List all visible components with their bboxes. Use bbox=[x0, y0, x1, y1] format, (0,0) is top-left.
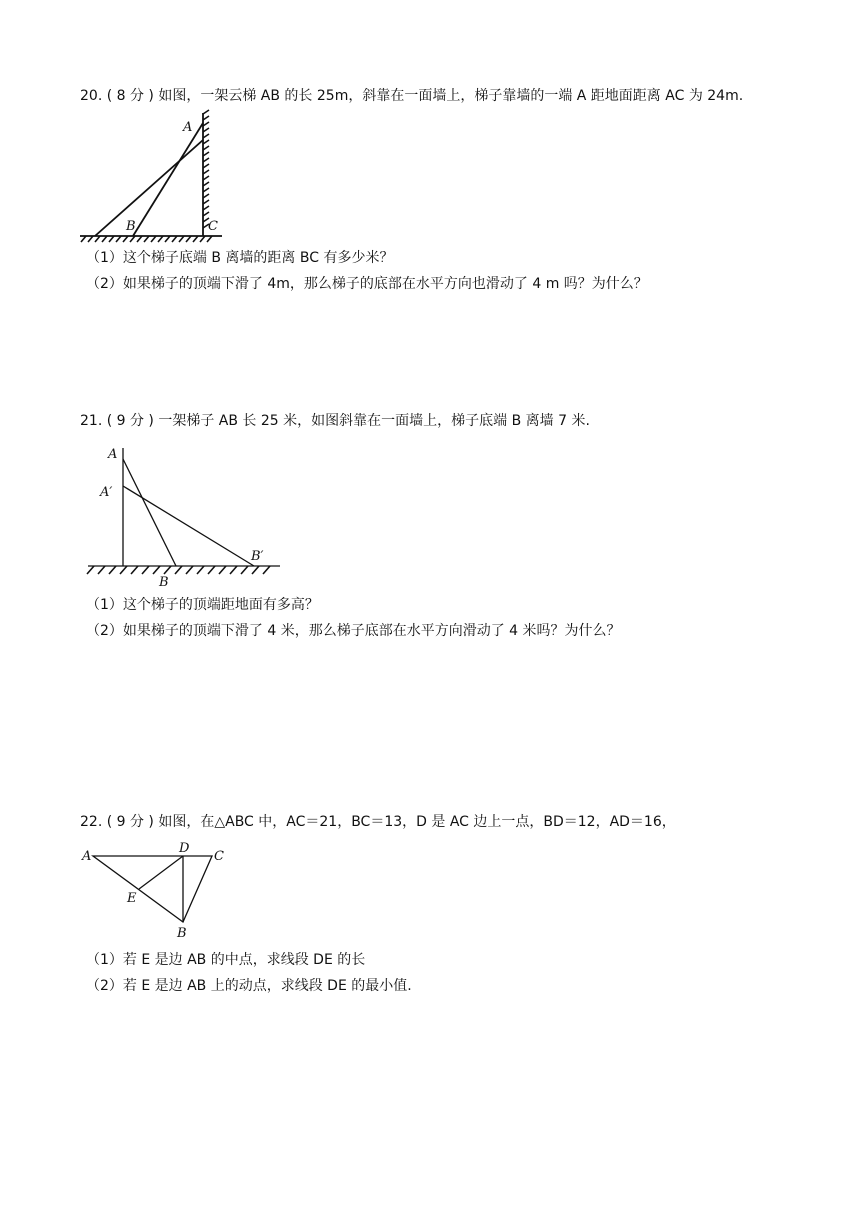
hatch-mark bbox=[203, 110, 209, 114]
hatch-mark bbox=[208, 566, 215, 574]
q22-label-d: D bbox=[179, 841, 190, 856]
q21-label-a: A bbox=[108, 447, 118, 462]
q22-label-b: B bbox=[177, 926, 187, 941]
q21-label-a-prime: A′ bbox=[100, 485, 113, 500]
q22-segment-de bbox=[139, 856, 183, 889]
q21-label-b: B bbox=[159, 575, 169, 590]
hatch-mark bbox=[164, 566, 171, 574]
q21-part2: （2）如果梯子的顶端下滑了 4 米，那么梯子底部在水平方向滑动了 4 米吗？为什么？ bbox=[86, 623, 621, 639]
hatch-mark bbox=[120, 566, 127, 574]
hatch-mark bbox=[98, 566, 105, 574]
q20-header: 20. ( 8 分 ) 如图，一架云梯 AB 的长 25m，斜靠在一面墙上，梯子靠墙的一端 A 距地面距离 AC 为 24m. bbox=[80, 88, 744, 104]
hatch-mark bbox=[219, 566, 226, 574]
hatch-mark bbox=[131, 566, 138, 574]
q21-ladder-apbp bbox=[123, 486, 254, 566]
q20-part2: （2）如果梯子的顶端下滑了 4m，那么梯子的底部在水平方向也滑动了 4 m 吗？为什么？ bbox=[86, 276, 648, 292]
q22-label-c: C bbox=[214, 849, 224, 864]
hatch-mark bbox=[142, 566, 149, 574]
hatch-mark bbox=[197, 566, 204, 574]
hatch-mark bbox=[109, 566, 116, 574]
q22-label-e: E bbox=[127, 891, 137, 906]
hatch-mark bbox=[252, 566, 259, 574]
hatch-mark bbox=[87, 566, 94, 574]
hatch-mark bbox=[186, 566, 193, 574]
q20-label-a: A bbox=[183, 120, 193, 135]
q21-ladder-ab bbox=[123, 459, 176, 566]
hatch-mark bbox=[241, 566, 248, 574]
hatch-mark bbox=[175, 566, 182, 574]
q22-part1: （1）若 E 是边 AB 的中点，求线段 DE 的长 bbox=[86, 952, 366, 968]
q22-label-a: A bbox=[82, 849, 92, 864]
hatch-mark bbox=[153, 566, 160, 574]
q21-part1: （1）这个梯子的顶端距地面有多高？ bbox=[86, 597, 319, 613]
q22-header: 22. ( 9 分 ) 如图，在△ABC 中，AC＝21，BC＝13，D 是 AC 边上一点，BD＝12，AD＝16， bbox=[80, 814, 676, 830]
q20-part1: （1）这个梯子底端 B 离墙的距离 BC 有多少米？ bbox=[86, 250, 394, 266]
q21-header: 21. ( 9 分 ) 一架梯子 AB 长 25 米，如图斜靠在一面墙上，梯子底端 B 离墙 7 米. bbox=[80, 413, 590, 429]
q20-label-c: C bbox=[208, 219, 218, 234]
hatch-mark bbox=[230, 566, 237, 574]
q22-triangle-abc bbox=[93, 856, 212, 922]
q20-label-b: B bbox=[126, 219, 136, 234]
q21-label-b-prime: B′ bbox=[251, 549, 264, 564]
q22-part2: （2）若 E 是边 AB 上的动点，求线段 DE 的最小值. bbox=[86, 978, 412, 994]
q20-ladder-2 bbox=[95, 140, 203, 236]
q20-ladder-ab bbox=[133, 123, 203, 236]
hatch-mark bbox=[263, 566, 270, 574]
q21-ground-hatch bbox=[87, 566, 270, 574]
